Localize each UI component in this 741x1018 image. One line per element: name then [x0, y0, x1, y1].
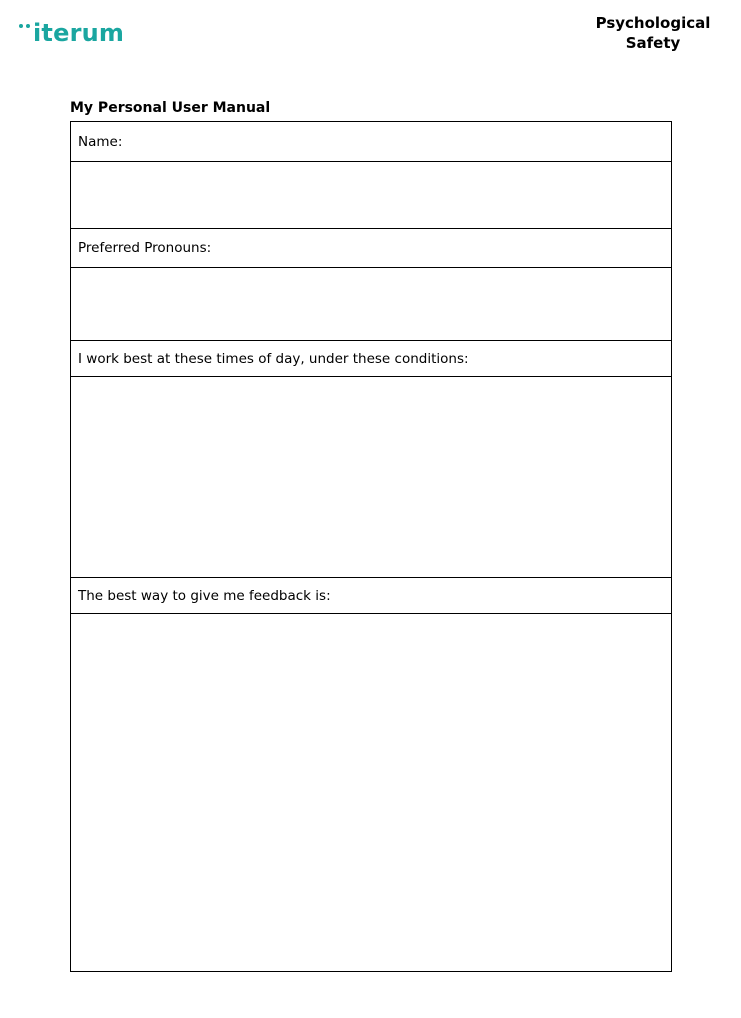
pronouns-answer-field[interactable] — [71, 268, 671, 341]
user-manual-table — [70, 121, 672, 972]
name-label-row — [71, 122, 671, 162]
header-topic-line-2: Safety — [625, 34, 681, 52]
header-topic — [583, 13, 723, 53]
work-conditions-answer-field[interactable] — [71, 377, 671, 578]
name-answer-field[interactable] — [71, 162, 671, 229]
header-topic-line-1: Psychological — [595, 14, 711, 32]
iterum-logo — [18, 18, 124, 46]
feedback-label: The best way to give me feedback is: — [78, 587, 331, 604]
pronouns-label-row — [71, 229, 671, 268]
page-title: My Personal User Manual — [70, 100, 271, 116]
work-conditions-label: I work best at these times of day, under these conditions: — [78, 350, 469, 367]
feedback-answer-field[interactable] — [71, 614, 671, 971]
logo-wordmark: iterum — [33, 19, 125, 47]
name-label: Name: — [78, 133, 123, 150]
pronouns-label: Preferred Pronouns: — [78, 240, 212, 256]
logo-dots-icon — [18, 20, 32, 46]
work-conditions-label-row — [71, 341, 671, 377]
feedback-label-row — [71, 578, 671, 614]
